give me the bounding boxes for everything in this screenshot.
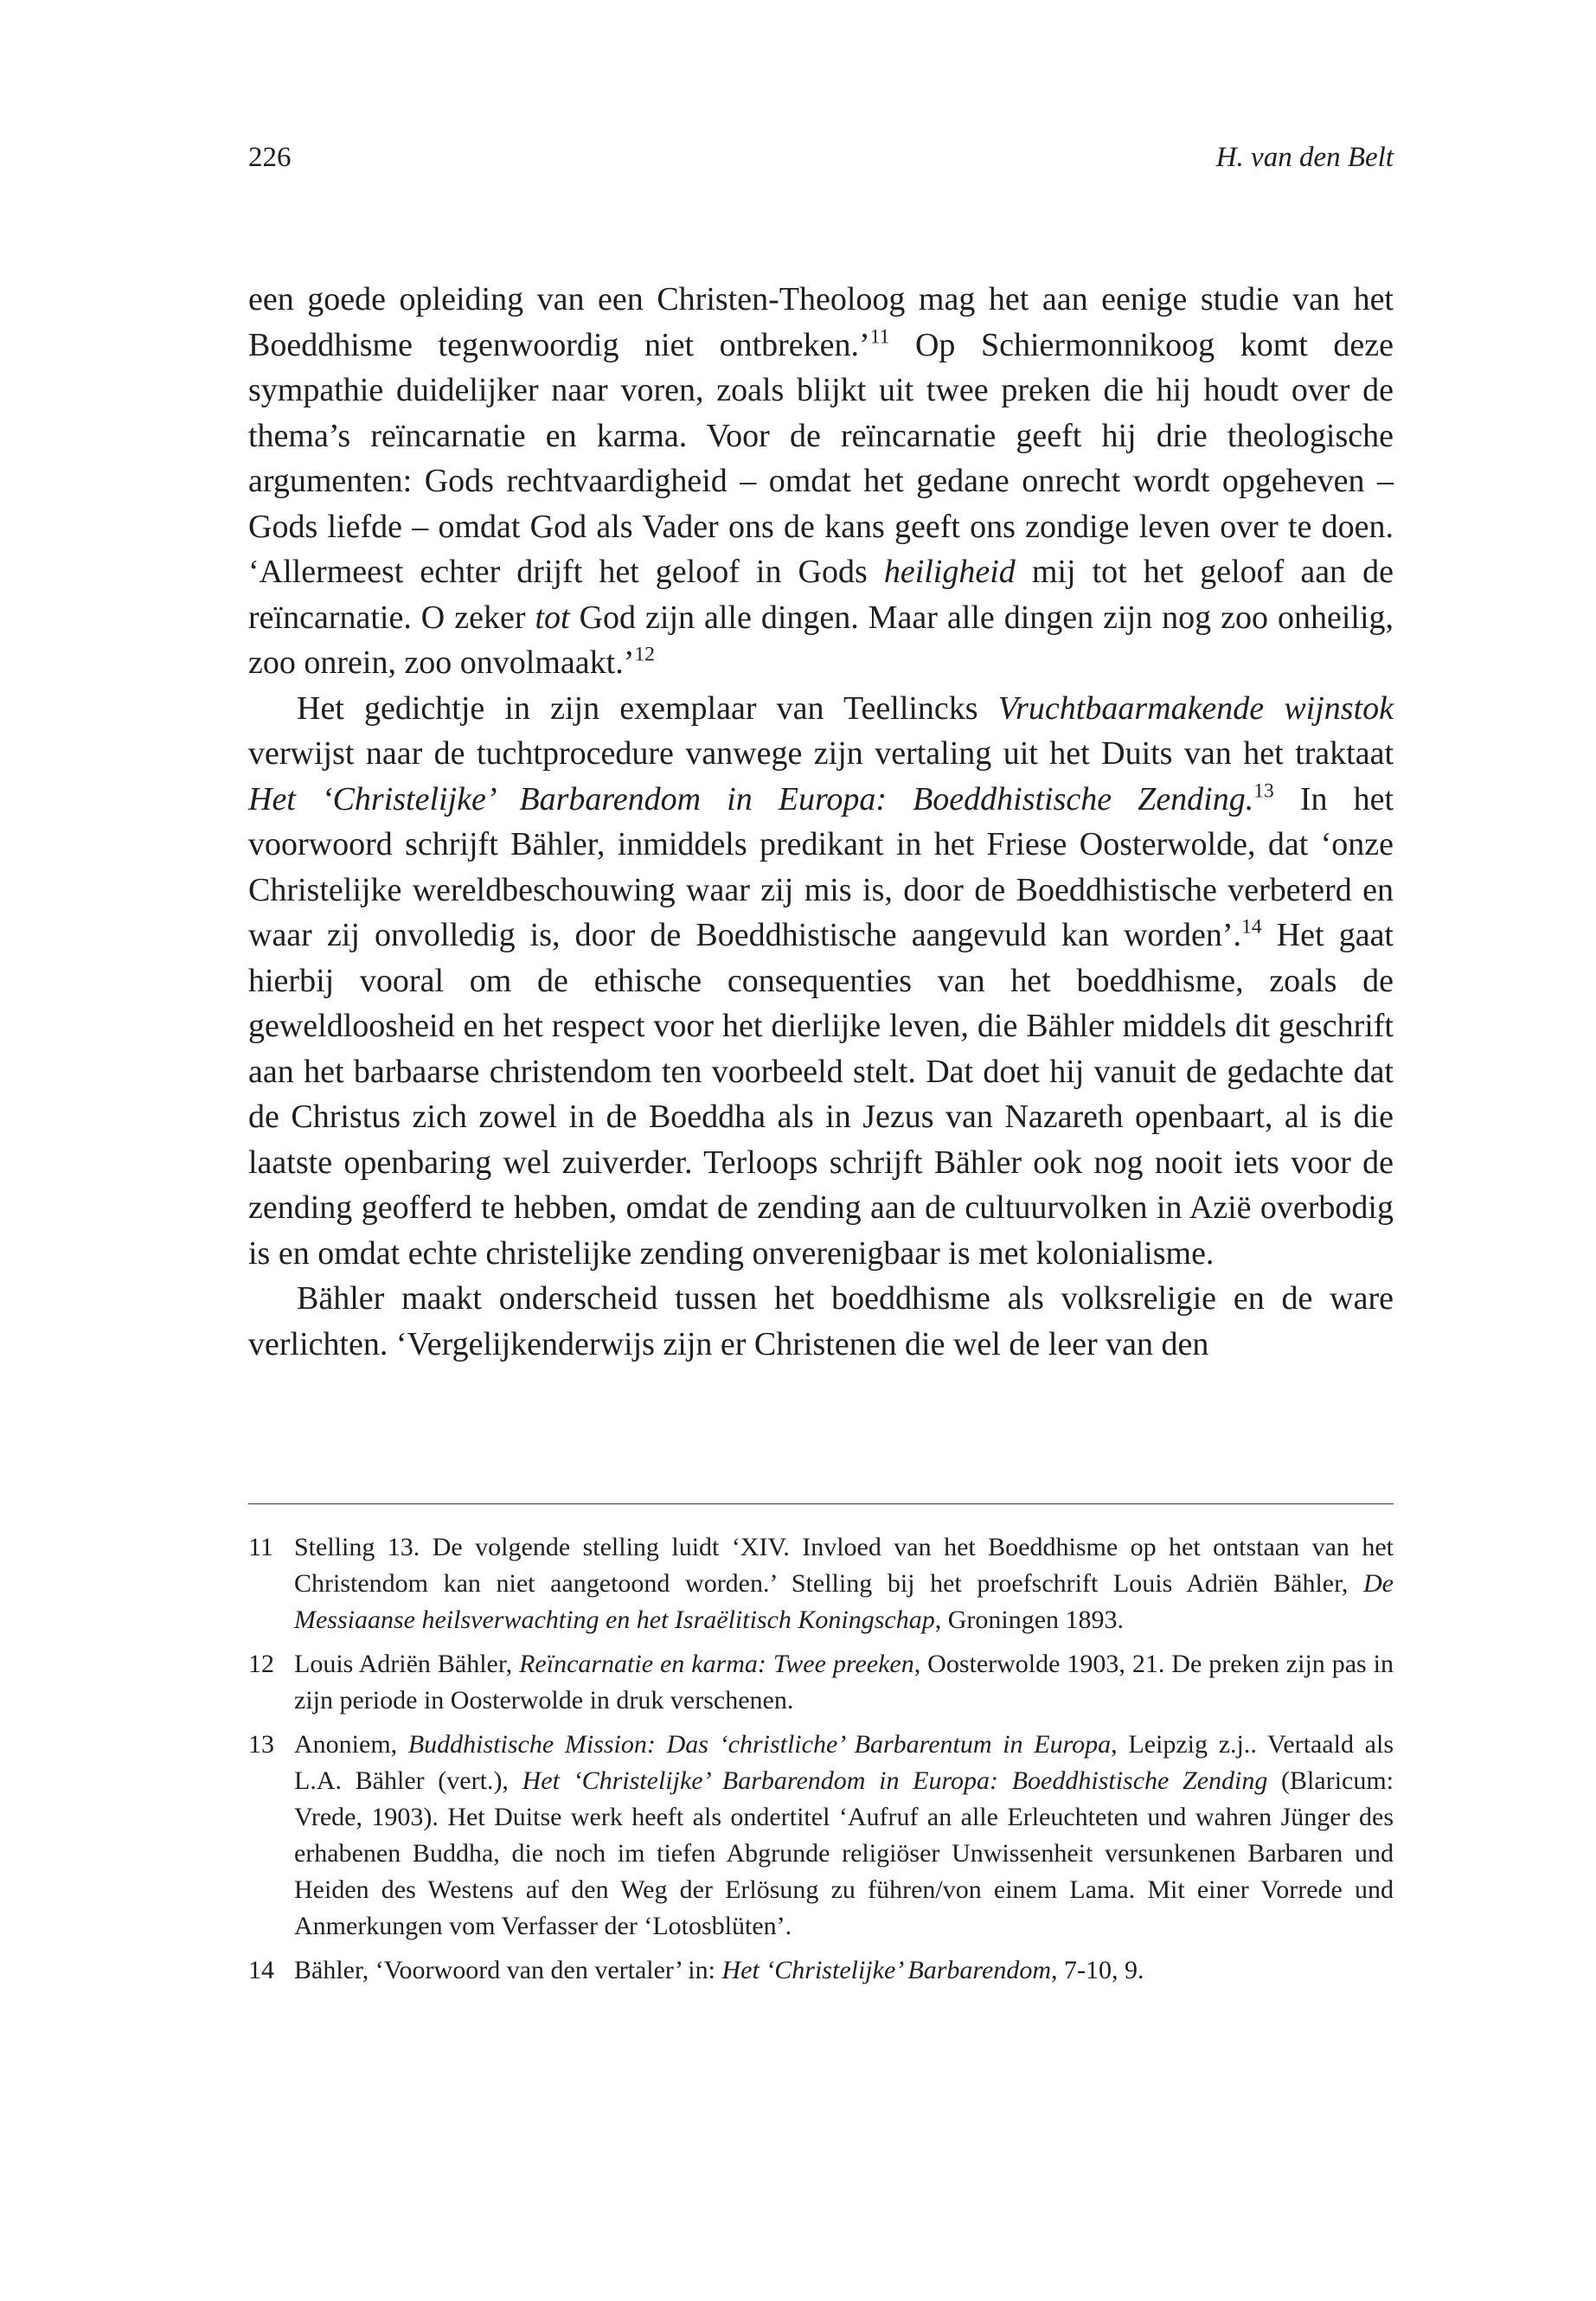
text-run: God zijn alle dingen. Maar alle dingen zijn nog zoo onheilig, zoo onrein, zoo onvolmaakt.’ bbox=[248, 599, 1394, 681]
text-run: (Blaricum: Vrede, 1903). Het Duitse werk heeft als ondertitel ‘Aufruf an alle Erleuchteten und wahren Jünger des erhabenen Buddha, die noch im tiefen Abgrunde religiöser Unwissenheit versunkenen Barbaren und Heiden des Westens auf den Weg der Erlösung zu führen/von einem Lama. Mit einer Vorrede und Anmerkungen vom Verfasser der ‘Lotosblüten’. bbox=[294, 1766, 1394, 1940]
footnote-13 bbox=[248, 1727, 1394, 1945]
book-title: De Messiaanse heilsverwachting en het Israëlitisch Koningschap bbox=[294, 1569, 1394, 1634]
book-title: Het ‘Christelijke’ Barbarendom in Europa: Boeddhistische Zending. bbox=[248, 780, 1254, 817]
running-head bbox=[248, 137, 1394, 178]
text-run: Het gedichtje in zijn exemplaar van Teellincks bbox=[297, 689, 998, 727]
footnote-14 bbox=[248, 1952, 1394, 1989]
page-number: 226 bbox=[248, 142, 292, 173]
book-title: Het ‘Christelijke’ Barbarendom in Europa: Boeddhistische Zending bbox=[522, 1766, 1268, 1795]
main-text bbox=[248, 277, 1394, 1367]
paragraph-1 bbox=[248, 277, 1394, 686]
text-run: mij tot het geloof aan de reïncarnatie. O zeker bbox=[248, 554, 1394, 636]
paragraph-2 bbox=[248, 686, 1394, 1277]
text-run: Louis Adriën Bähler, bbox=[294, 1650, 520, 1678]
text-run: , 7-10, 9. bbox=[1050, 1956, 1144, 1984]
emphasis: heiligheid bbox=[883, 554, 1016, 590]
footnote-number: 14 bbox=[248, 1956, 274, 1984]
footnote-12 bbox=[248, 1646, 1394, 1719]
text-run: Stelling 13. De volgende stelling luidt ‘XIV. Invloed van het Boeddhisme op het ontstaan van het Christendom kan niet aangetoond worden.’ Stelling bij het proefschrift Louis Adriën Bähler, bbox=[294, 1533, 1394, 1598]
footnote-number: 11 bbox=[248, 1533, 273, 1561]
text-run: , Leipzig z.j.. Vertaald als L.A. Bähler (vert.), bbox=[294, 1730, 1394, 1795]
book-title: Buddhistische Mission: Das ‘christliche’ Barbarentum in Europa bbox=[407, 1730, 1112, 1759]
text-run: , Groningen 1893. bbox=[934, 1606, 1125, 1634]
footnote-ref-13: 13 bbox=[1253, 779, 1274, 802]
text-run: verwijst naar de tuchtprocedure vanwege zijn vertaling uit het Duits van het traktaat bbox=[248, 735, 1394, 772]
book-title: Reïncarnatie en karma: Twee preeken bbox=[519, 1650, 914, 1678]
text-run: Het gaat hierbij vooral om de ethische consequenties van het boeddhisme, zoals de geweldloosheid en het respect voor het dierlijke leven, die Bähler middels dit geschrift aan het barbaarse christendom ten voorbeeld stelt. Dat doet hij vanuit de gedachte dat de Christus zich zowel in de Boeddha als in Jezus van Nazareth openbaart, al is die laatste openbaring wel zuiverder. Terloops schrijft Bähler ook nog nooit iets voor de zending geofferd te hebben, omdat de zending aan de cultuurvolken in Azië overbodig is en omdat echte christelijke zending onverenigbaar is met kolonialisme. bbox=[248, 917, 1394, 1272]
footnote-ref-14: 14 bbox=[1241, 915, 1262, 939]
text-run: Bähler maakt onderscheid tussen het boeddhisme als volksreligie en de ware verlichten. ‘Vergelijkenderwijs zijn er Christenen die wel de leer van den bbox=[248, 1280, 1394, 1362]
footnote-11 bbox=[248, 1529, 1394, 1638]
footnotes bbox=[248, 1529, 1394, 1997]
text-run: , Oosterwolde 1903, 21. De preken zijn pas in zijn periode in Oosterwolde in druk verschenen. bbox=[294, 1650, 1394, 1715]
footnote-separator bbox=[248, 1503, 1394, 1504]
footnote-ref-12: 12 bbox=[634, 643, 655, 666]
text-run: Op Schiermonnikoog komt deze sympathie duidelijker naar voren, zoals blijkt uit twee preken die hij houdt over de thema’s reïncarnatie en karma. Voor de reïncarnatie geeft hij drie theologische argumenten: Gods rechtvaardigheid – omdat het gedane onrecht wordt opgeheven – Gods liefde – omdat God als Vader ons de kans geeft ons zondige leven over te doen. ‘Allermeest echter drijft het geloof in Gods bbox=[248, 326, 1394, 590]
footnote-number: 12 bbox=[248, 1650, 274, 1678]
running-head-author: H. van den Belt bbox=[1215, 142, 1394, 173]
book-title: Vruchtbaarmakende wijnstok bbox=[997, 689, 1394, 727]
text-run: In het voorwoord schrijft Bähler, inmiddels predikant in het Friese Oosterwolde, dat ‘onze Christelijke wereldbeschouwing waar zij mis is, door de Boeddhistische verbeterd en waar zij onvolledig is, door de Boeddhistische aangevuld kan worden’. bbox=[248, 780, 1394, 953]
text-run: een goede opleiding van een Christen-Theoloog mag het aan eenige studie van het Boeddhisme tegenwoordig niet ontbreken.’ bbox=[248, 281, 1394, 363]
text-run: Bähler, ‘Voorwoord van den vertaler’ in: bbox=[294, 1956, 722, 1984]
footnote-number: 13 bbox=[248, 1730, 274, 1759]
paragraph-3 bbox=[248, 1276, 1394, 1367]
emphasis: tot bbox=[535, 599, 570, 636]
book-title: Het ‘Christelijke’ Barbarendom bbox=[721, 1956, 1051, 1984]
footnote-ref-11: 11 bbox=[869, 324, 890, 348]
text-run: Anoniem, bbox=[294, 1730, 408, 1759]
